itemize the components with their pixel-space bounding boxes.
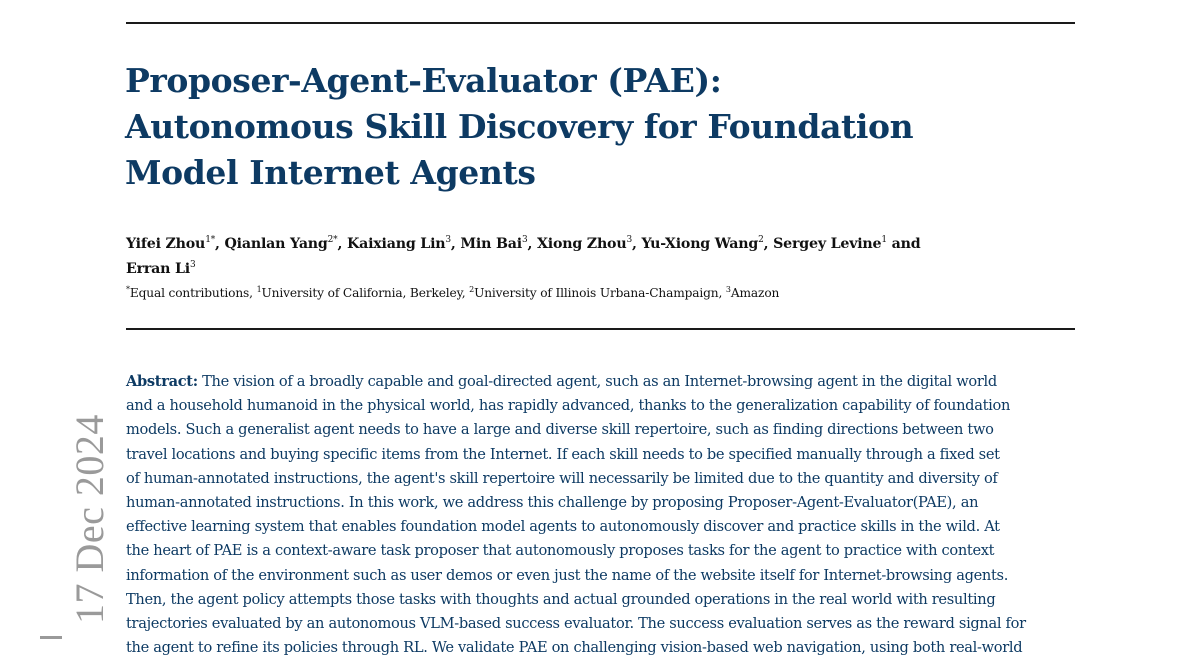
author: Yu-Xiong Wang$^2$, (641, 235, 774, 252)
affiliation-marker: 2 (469, 285, 475, 294)
abstract-line: the agent to refine its policies through RL. We validate PAE on challenging vision-based web navigation, using both real-world (126, 639, 1023, 657)
abstract-line: information of the environment such as user demos or even just the name of the website itself for Internet-browsing agents. (126, 566, 1009, 584)
author: Qianlan Yang$^{2*}$, (224, 235, 347, 252)
author: Yifei Zhou$^{1*}$, (126, 235, 225, 252)
abstract-line: trajectories evaluated by an autonomous VLM-based success evaluator. The success evaluation serves as the reward signal for (126, 615, 1026, 633)
paper-title (125, 58, 1085, 196)
abstract-line: Then, the agent policy attempts those tasks with thoughts and actual grounded operations in the real world with resulting (126, 590, 996, 608)
abstract-line: of human-annotated instructions, the agent's skill repertoire will necessarily be limited due to the quantity and diversity of (126, 469, 998, 487)
abstract-line: the heart of PAE is a context-aware task proposer that autonomously proposes tasks for the agent to practice with context (126, 542, 995, 560)
arxiv-stamp-separator (40, 636, 62, 639)
title-line: Model Internet Agents (125, 153, 536, 192)
author: Xiong Zhou$^3$, (536, 235, 642, 252)
abstract-line: travel locations and buying specific items from the Internet. If each skill needs to be specified manually through a fixed set (126, 445, 1000, 463)
affiliations (126, 286, 779, 300)
affiliation: University of California, Berkeley, (261, 286, 470, 300)
header-divider (126, 328, 1075, 330)
author-line (126, 232, 1086, 257)
author: Sergey Levine$^1$ and (773, 235, 921, 252)
author: Min Bai$^3$, (460, 235, 537, 252)
affiliation-marker: 1 (256, 285, 262, 294)
affiliation-marker: 3 (725, 285, 731, 294)
author-line (126, 257, 1086, 282)
affiliation: University of Illinois Urbana-Champaign, (474, 286, 726, 300)
abstract-line: models. Such a generalist agent needs to have a large and diverse skill repertoire, such as finding directions between two (126, 421, 994, 439)
title-line: Proposer-Agent-Evaluator (PAE): (125, 61, 722, 100)
top-rule (126, 22, 1075, 24)
abstract-line: human-annotated instructions. In this work, we address this challenge by proposing Proposer-Agent-Evaluator(PAE), an (126, 494, 979, 512)
title-line: Autonomous Skill Discovery for Foundation (125, 107, 914, 146)
abstract-line: Abstract: The vision of a broadly capable and goal-directed agent, such as an Internet-browsing agent in the digital world (126, 373, 997, 390)
abstract-line: effective learning system that enables foundation model agents to autonomously discover and practice skills in the wild. At (126, 518, 1000, 536)
abstract (126, 370, 1076, 660)
abstract-line: and a household humanoid in the physical world, has rapidly advanced, thanks to the generalization capability of foundation (126, 397, 1011, 415)
author: Erran Li$^3$ (126, 260, 196, 277)
affiliation: Amazon (730, 286, 780, 300)
affiliation-marker: * (126, 285, 130, 294)
abstract-label: Abstract: (126, 373, 198, 390)
arxiv-date-stamp: 17 Dec 2024 (67, 414, 112, 624)
affiliation: Equal contributions, (129, 286, 257, 300)
author: Kaixiang Lin$^3$, (346, 235, 461, 252)
author-list (126, 232, 1086, 282)
